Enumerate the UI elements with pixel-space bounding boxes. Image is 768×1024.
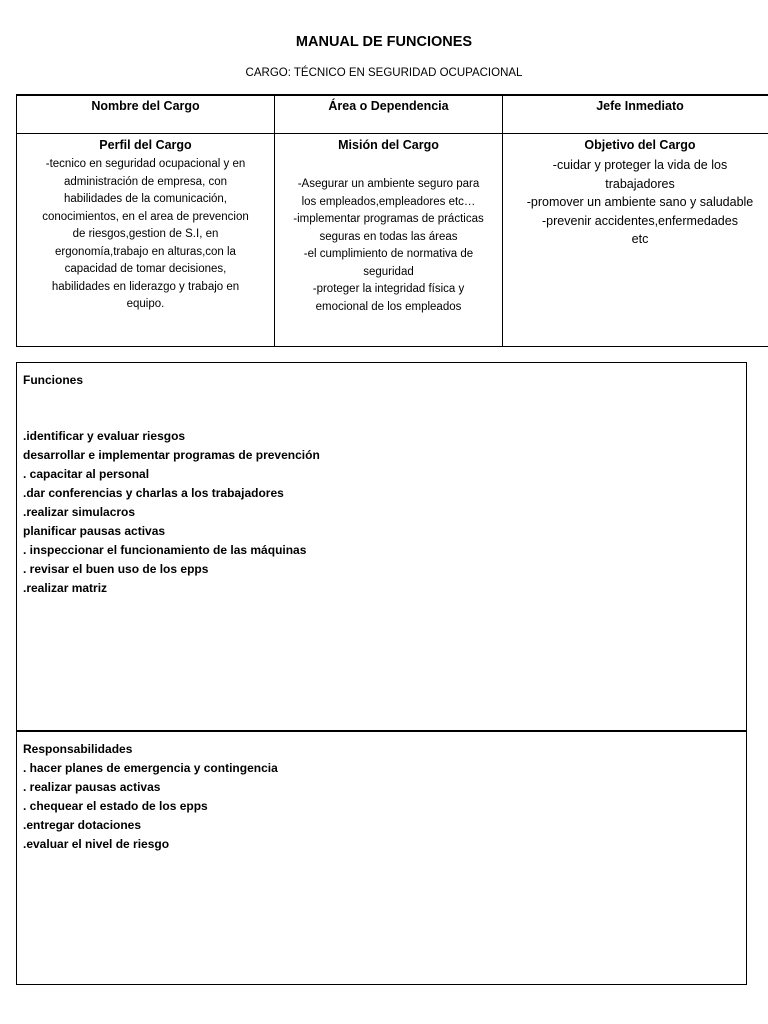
perfil-heading: Perfil del Cargo bbox=[99, 138, 192, 152]
header-area-o-dependencia: Área o Dependencia bbox=[275, 96, 503, 134]
list-item: .realizar matriz bbox=[23, 581, 108, 595]
mision-line: seguras en todas las áreas bbox=[319, 230, 458, 243]
perfil-cell bbox=[17, 134, 275, 346]
objetivo-text bbox=[503, 156, 768, 249]
list-item: planificar pausas activas bbox=[23, 524, 166, 538]
mision-heading: Misión del Cargo bbox=[338, 138, 439, 152]
perfil-line: habilidades de la comunicación, bbox=[63, 193, 228, 205]
list-item: .entregar dotaciones bbox=[23, 818, 142, 832]
mision-line: los empleados,empleadores etc… bbox=[301, 195, 476, 208]
list-item: . hacer planes de emergencia y contingencia bbox=[23, 761, 278, 775]
list-item: desarrollar e implementar programas de prevención bbox=[23, 448, 320, 462]
mision-line: -el cumplimiento de normativa de bbox=[303, 248, 474, 260]
perfil-line: administración de empresa, con bbox=[64, 175, 227, 188]
list-item: . inspeccionar el funcionamiento de las máquinas bbox=[23, 543, 307, 557]
perfil-line: conocimientos, en el area de prevencion bbox=[42, 210, 249, 223]
funciones-list bbox=[23, 427, 740, 598]
list-item: . revisar el buen uso de los epps bbox=[23, 562, 209, 576]
document-subtitle: CARGO: TÉCNICO EN SEGURIDAD OCUPACIONAL bbox=[245, 67, 523, 79]
perfil-line: capacidad de tomar decisiones, bbox=[64, 263, 227, 275]
mision-line: seguridad bbox=[363, 265, 414, 278]
mision-text bbox=[281, 176, 496, 316]
perfil-line: de riesgos,gestion de S.I, en bbox=[72, 228, 219, 240]
list-item: . chequear el estado de los epps bbox=[23, 799, 208, 813]
objetivo-heading: Objetivo del Cargo bbox=[584, 138, 696, 152]
perfil-line: equipo. bbox=[126, 298, 165, 310]
list-item: . realizar pausas activas bbox=[23, 780, 161, 794]
objetivo-line: -prevenir accidentes,enfermedades bbox=[542, 213, 738, 228]
mision-cell bbox=[275, 134, 503, 346]
funciones-heading: Funciones bbox=[23, 373, 84, 387]
header-nombre-del-cargo: Nombre del Cargo bbox=[17, 96, 275, 134]
job-info-table bbox=[16, 94, 768, 347]
objetivo-cell bbox=[503, 134, 768, 346]
mision-line: emocional de los empleados bbox=[315, 300, 462, 313]
mision-line: -Asegurar un ambiente seguro para bbox=[297, 178, 480, 190]
responsabilidades-box bbox=[16, 731, 747, 985]
mision-line: -implementar programas de prácticas bbox=[293, 213, 484, 225]
list-item: .realizar simulacros bbox=[23, 505, 136, 519]
perfil-text bbox=[23, 156, 268, 314]
perfil-line: habilidades en liderazgo y trabajo en bbox=[51, 280, 240, 293]
list-item: .dar conferencias y charlas a los trabajadores bbox=[23, 486, 284, 500]
responsabilidades-list bbox=[23, 759, 740, 854]
list-item: .evaluar el nivel de riesgo bbox=[23, 837, 170, 851]
objetivo-line: etc bbox=[631, 232, 649, 246]
responsabilidades-heading: Responsabilidades bbox=[23, 742, 133, 756]
objetivo-line: -cuidar y proteger la vida de los bbox=[552, 158, 728, 172]
mision-line: -proteger la integridad física y bbox=[312, 283, 465, 295]
perfil-line: -tecnico en seguridad ocupacional y en bbox=[45, 158, 246, 170]
perfil-line: ergonomía,trabajo en alturas,con la bbox=[55, 245, 236, 258]
funciones-box bbox=[16, 362, 747, 731]
header-jefe-inmediato: Jefe Inmediato bbox=[503, 96, 768, 134]
objetivo-line: trabajadores bbox=[605, 176, 675, 191]
list-item: . capacitar al personal bbox=[23, 467, 150, 481]
document-title: MANUAL DE FUNCIONES bbox=[295, 34, 473, 50]
objetivo-line: -promover un ambiente sano y saludable bbox=[526, 195, 754, 209]
list-item: .identificar y evaluar riesgos bbox=[23, 429, 186, 443]
